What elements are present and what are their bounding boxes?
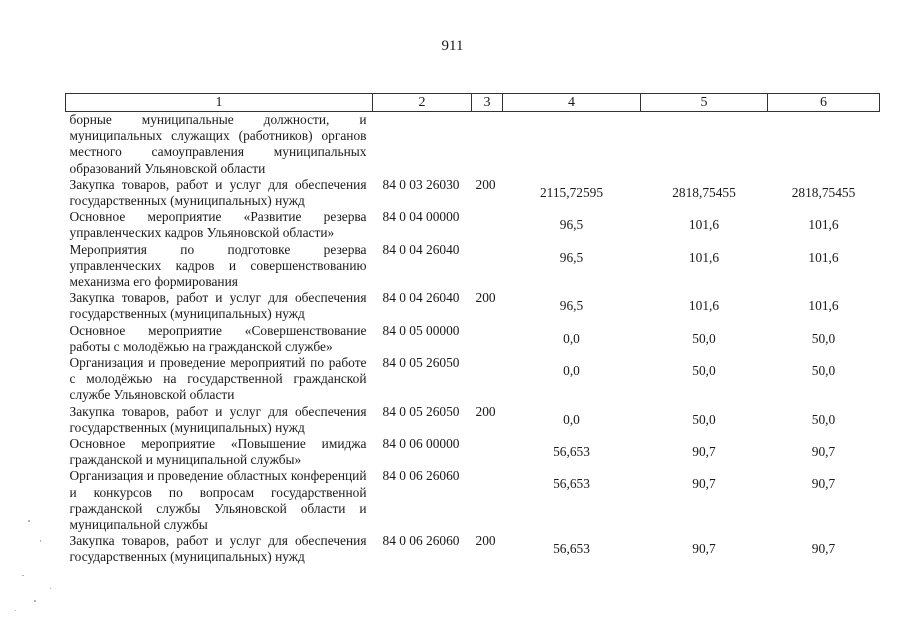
row-value-col4: 96,5 [559,249,584,265]
row-value-col5: 2818,75455 [672,184,736,200]
row-value-col4: 96,5 [559,298,584,314]
row-code: 84 0 06 00000 [382,436,460,452]
scan-speck [28,520,30,522]
budget-table [65,93,880,566]
row-value-col4: 2115,72595 [539,184,604,200]
row-expense-type [472,242,503,291]
row-code: 84 0 05 26050 [382,403,460,419]
row-value-col5: 101,6 [688,249,720,265]
row-expense-type [472,468,503,533]
row-code: 84 0 06 26060 [382,533,460,549]
row-value-col4: 56,653 [553,476,590,492]
row-name: Закупка товаров, работ и услуг для обеспечения государственных (муниципальных) нужд [69,403,367,435]
row-value-col4: 0,0 [563,330,580,346]
scan-speck [22,575,24,576]
table-row [66,112,880,177]
row-value-col4: 56,653 [553,541,590,557]
row-expense-type [472,323,503,355]
table-row [66,533,880,565]
row-value-col5: 90,7 [692,444,716,460]
row-expense-type: 200 [475,290,496,306]
row-code: 84 0 06 26060 [382,468,460,484]
header-col-2: 2 [373,94,472,112]
row-name: Закупка товаров, работ и услуг для обеспечения государственных (муниципальных) нужд [69,290,367,322]
page-number: 911 [441,38,464,54]
table-body [66,112,880,566]
row-name: Основное мероприятие «Развитие резерва управленческих кадров Ульяновской области» [69,209,367,241]
row-name: Организация и проведение областных конференций и конкурсов по вопросам государственной гражданской службы Ульяновской области и муниципальной службы [69,468,367,533]
row-value-col5: 90,7 [692,476,716,492]
row-value-col5: 50,0 [692,363,716,379]
row-value-col5 [641,112,768,177]
row-value-col6: 50,0 [811,330,836,346]
row-code: 84 0 04 26040 [382,290,460,306]
row-name: Мероприятия по подготовке резерва управленческих кадров и совершенствованию механизма его формирования [69,241,367,290]
header-col-1: 1 [66,94,373,112]
row-value-col4: 96,5 [559,217,584,233]
table-row [66,468,880,533]
table-header [66,94,880,112]
row-value-col4: 56,653 [553,444,590,460]
row-value-col6: 101,6 [808,217,839,233]
table-row [66,404,880,436]
row-name: Организация и проведение мероприятий по работе с молодёжью на государственной гражданской службе Ульяновской области [69,355,367,403]
row-value-col6: 2818,75455 [791,184,856,200]
row-value-col5: 90,7 [692,541,716,557]
scan-speck [34,600,36,602]
row-code: 84 0 05 26050 [382,355,460,371]
header-col-5: 5 [641,94,768,112]
row-expense-type [472,209,503,241]
row-value-col4 [503,112,641,177]
row-expense-type [472,112,503,177]
row-expense-type [472,355,503,404]
row-value-col4: 0,0 [563,411,580,427]
row-code: 84 0 04 00000 [382,209,460,225]
row-name: Основное мероприятие «Совершенствование работы с молодёжью на гражданской службе» [69,322,367,354]
row-expense-type: 200 [475,533,496,549]
row-expense-type [472,436,503,468]
row-code: 84 0 05 00000 [382,322,460,338]
table-row [66,177,880,209]
row-code: 84 0 03 26030 [382,176,460,192]
table-row [66,242,880,291]
row-expense-type: 200 [475,176,496,192]
row-value-col6: 90,7 [811,476,836,492]
header-col-3: 3 [472,94,503,112]
row-code: 84 0 04 26040 [382,241,460,257]
row-value-col6: 101,6 [808,298,839,314]
table-row [66,323,880,355]
row-name: Закупка товаров, работ и услуг для обеспечения государственных (муниципальных) нужд [69,176,367,209]
row-name: Закупка товаров, работ и услуг для обеспечения государственных (муниципальных) нужд [69,533,367,565]
row-value-col5: 101,6 [688,217,720,233]
header-row [66,94,880,112]
row-value-col5: 101,6 [688,298,720,314]
row-name: борные муниципальные должности, и муниципальных служащих (работников) органов местного самоуправления муниципальных образований Ульяновской области [69,112,367,176]
table-row [66,355,880,404]
row-value-col4: 0,0 [563,363,580,379]
table-row [66,436,880,468]
row-value-col6 [768,112,880,177]
table-row [66,209,880,241]
row-value-col6: 90,7 [811,541,836,557]
row-value-col6: 50,0 [811,363,836,379]
scan-speck [40,540,41,542]
row-value-col5: 50,0 [692,411,716,427]
row-code [373,112,472,177]
row-value-col6: 90,7 [811,444,836,460]
row-expense-type: 200 [475,403,496,419]
row-value-col5: 50,0 [692,330,716,346]
table-row [66,290,880,322]
row-value-col6: 50,0 [811,411,836,427]
scan-speck [50,588,51,589]
row-name: Основное мероприятие «Повышение имиджа гражданской и муниципальной службы» [69,436,367,468]
header-col-4: 4 [503,94,641,112]
scan-speck [15,610,16,611]
header-col-6: 6 [768,94,880,112]
row-value-col6: 101,6 [808,249,839,265]
